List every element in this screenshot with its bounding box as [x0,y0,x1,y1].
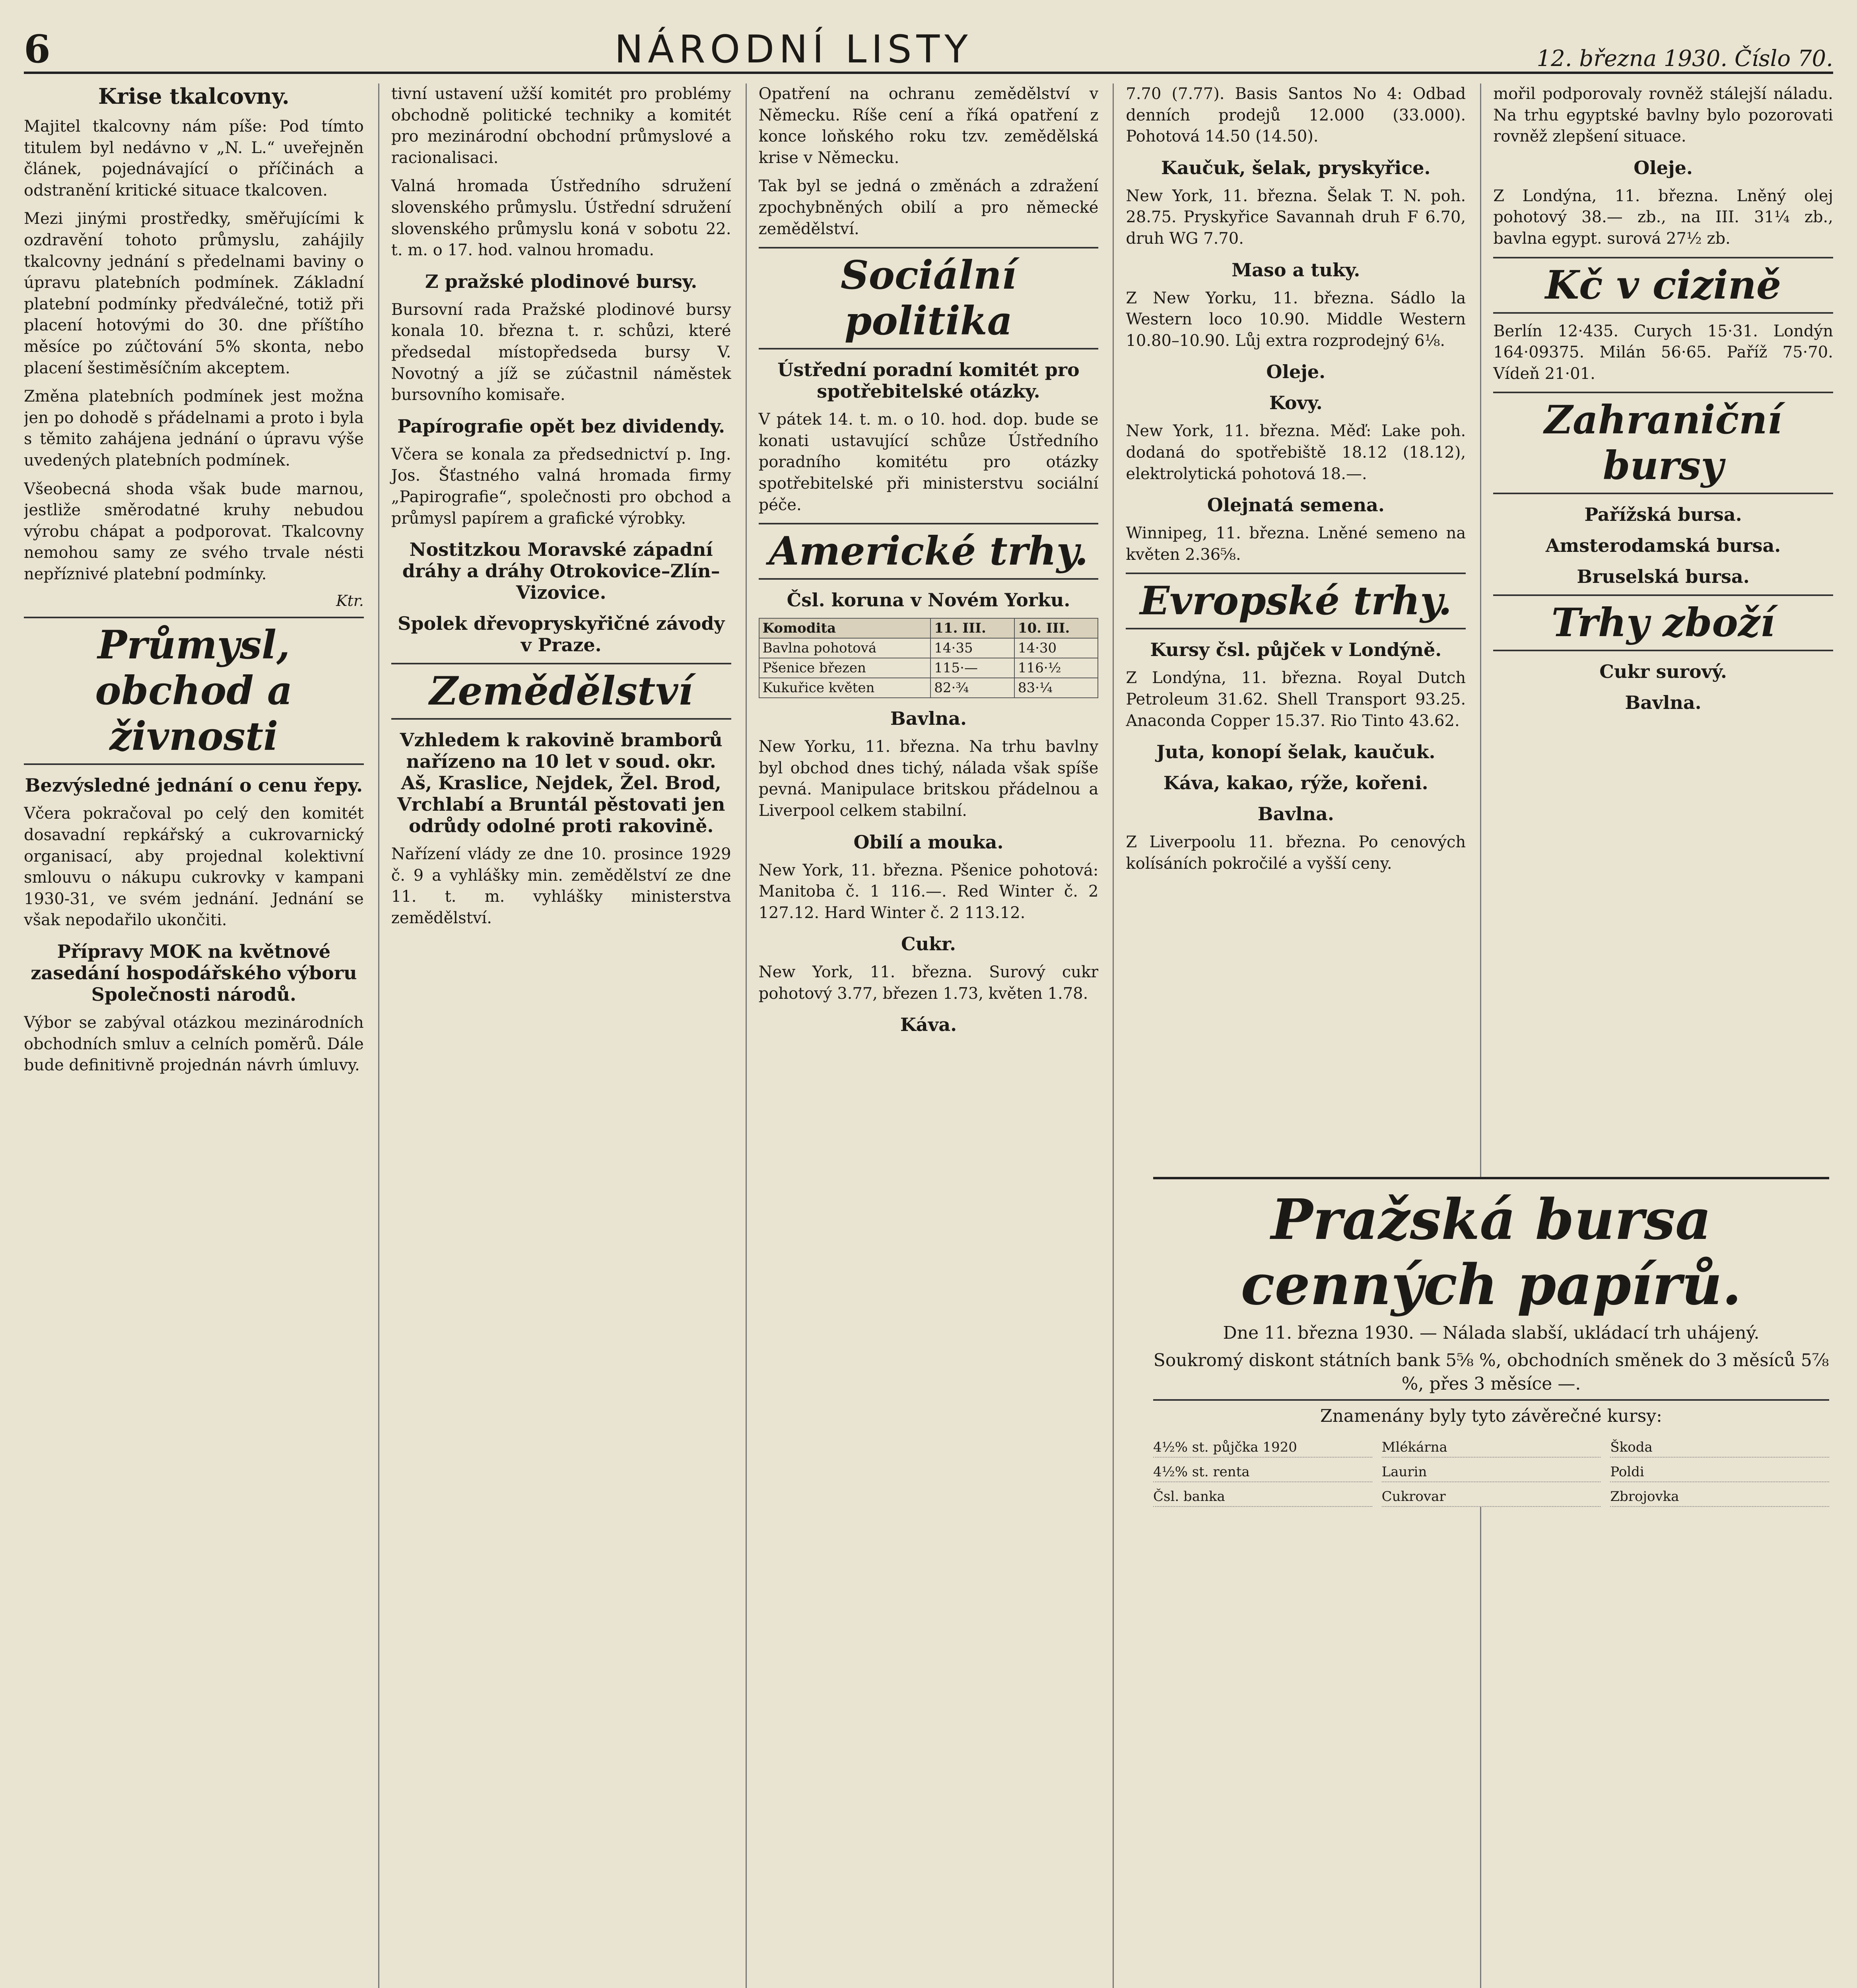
subheading: Cukr. [901,933,956,955]
table-header: 11. III. [930,618,1014,638]
article-paragraph: Všeobecná shoda však bude marnou, jestliže směrodatné kruhy nebudou výrobu chápat a podporovat. Tkalcovny nemohou samy ze svého trvale nésti nepříznivé platební podmínky. [24,480,364,583]
column-2 [378,83,731,1988]
paper-title: NÁRODNÍ LISTY [614,27,973,72]
article-paragraph: Mezi jinými prostředky, směřujícími k ozdravění tohoto průmyslu, zahájily tkalcovny jednání s předelnami baviny o úpravu platebních podmínek. Základní platební podmínky předválečné, totiž při placení hotovými do 30. dne příštího měsíce po zúčtování 5% skonta, nebo placení šestiměsíčním akceptem. [24,210,364,377]
prague-stock-exchange-panel [1153,1177,1829,1507]
bourse-title: Pražská bursa cenných papírů. [1241,1187,1742,1318]
subheading: Pařížská bursa. [1584,504,1742,526]
ticker-item: 4½% st. půjčka 1920 [1153,1438,1372,1458]
table-cell: Bavlna pohotová [759,638,931,658]
article-paragraph: Výbor se zabýval otázkou mezinárodních obchodních smluv a celních poměrů. Dále bude definitivně projednán návrh úmluvy. [24,1013,364,1075]
column-1 [24,83,364,1988]
subheading: Kovy. [1269,392,1323,414]
section-zemedelstvi: Zemědělství [391,663,731,720]
ticker-grid [1153,1438,1829,1507]
subheading: Bezvýsledné jednání o cenu řepy. [25,775,363,796]
ticker-item: Laurin [1382,1462,1601,1482]
subheading: Olejnatá semena. [1207,494,1385,516]
subheading: Oleje. [1634,157,1693,179]
table-cell: 14·35 [930,638,1014,658]
article-paragraph: Včera pokračoval po celý den komitét dosavadní repkářský a cukrovarnický organisací, aby projednal kolektivní smlouvu o nákupu cukrovky v kampani 1930-31, ve svém jednání. Jednání se však nepodařilo ukončiti. [24,804,364,930]
subheading: Káva, kakao, rýže, kořeni. [1163,772,1428,794]
subheading: Kursy čsl. půjček v Londýně. [1150,639,1442,661]
subheading: Přípravy MOK na květnové zasedání hospodářského výboru Společnosti národů. [31,941,357,1006]
article-paragraph: Změna platebních podmínek jest možna jen po dohodě s přádelnami a proto i byla s těmito zahájena jednání o úpravu výše uvedených platebních podmínek. [24,387,364,470]
subheading: Z pražské plodinové bursy. [425,270,697,292]
table-header: 10. III. [1014,618,1098,638]
article-intro: Majitel tkalcovny nám píše: Pod tímto titulem byl nedávno v „N. L.“ uveřejněn článek, pojednávající o příčinách a odstranění kritické situace tkalcoven. [24,117,364,200]
subheading: Bruselská bursa. [1577,566,1750,588]
article-paragraph: Berlín 12·435. Curych 15·31. Londýn 164·09375. Milán 56·65. Paříž 75·70. Vídeň 21·01. [1493,322,1833,383]
columns [24,83,1833,1988]
subheading: Vzhledem k rakovině bramborů nařízeno na 10 let v soud. okr. Aš, Kraslice, Nejdek, Žel. Brod, Vrchlabí a Bruntál pěstovati jen odrůdy odolné proti rakovině. [397,729,725,837]
article-paragraph: Včera se konala za předsednictví p. Ing. Jos. Šťastného valná hromada firmy „Papirografie“, společnosti pro obchod a průmysl papírem a grafické výrobky. [391,445,731,528]
bourse-ticker-header: Znamenány byly tyto závěrečné kursy: [1320,1406,1662,1426]
section-kc-v-cizine: Kč v cizině [1493,257,1833,314]
subheading: Ústřední poradní komitét pro spotřebitelské otázky. [777,359,1080,402]
article-paragraph: Winnipeg, 11. března. Lněné semeno na květen 2.36⅝. [1126,524,1466,564]
table-title: Čsl. koruna v Novém Yorku. [787,589,1070,611]
page-number: 6 [24,27,51,72]
subheading: Cukr surový. [1599,661,1727,683]
ticker-item: Cukrovar [1382,1487,1601,1507]
table-row [759,658,1098,678]
masthead [24,24,1833,74]
issue-date: 12. března 1930. Číslo 70. [1536,46,1833,72]
article-paragraph: Valná hromada Ústředního sdružení slovenského průmyslu. Ústřední sdružení slovenského průmyslu koná v sobotu 22. t. m. o 17. hod. valnou hromadu. [391,177,731,260]
article-paragraph: Bursovní rada Pražské plodinové bursy konala 10. března t. r. schůzi, které předsedal místopředseda bursy V. Novotný a jíž se zúčastnil náměstek bursovního komisaře. [391,300,731,404]
subheading: Maso a tuky. [1232,259,1360,281]
column-5 [1480,83,1833,1988]
subheading: Oleje. [1266,361,1326,383]
article-paragraph: New York, 11. března. Pšenice pohotová: Manitoba č. 1 116.—. Red Winter č. 2 127.12. Hard Winter č. 2 113.12. [758,861,1099,922]
subheading: Papírografie opět bez dividendy. [397,415,725,437]
article-paragraph: 7.70 (7.77). Basis Santos No 4: Odbad denních prodejů 12.000 (33.000). Pohotová 14.50 (14.50). [1126,85,1466,146]
article-paragraph: tivní ustavení užší komitét pro problémy obchodně politické techniky a komitét pro mezinárodní obchodní průmyslové a racionalisaci. [391,85,731,167]
section-evropske-trhy: Evropské trhy. [1126,573,1466,629]
article-paragraph: New York, 11. března. Surový cukr pohotový 3.77, březen 1.73, květen 1.78. [758,963,1099,1003]
subheading: Kaučuk, šelak, pryskyřice. [1161,157,1431,179]
subheading: Obilí a mouka. [853,831,1004,853]
subheading: Juta, konopí šelak, kaučuk. [1156,741,1435,763]
article-paragraph: Z Londýna, 11. března. Royal Dutch Petroleum 31.62. Shell Transport 93.25. Anaconda Copper 15.37. Rio Tinto 43.62. [1126,669,1466,730]
table-cell: 116·½ [1014,658,1098,678]
article-paragraph: New York, 11. března. Šelak T. N. poh. 28.75. Pryskyřice Savannah druh F 6.70, druh WG 7.70. [1126,186,1466,248]
bourse-discount: Soukromý diskont státních bank 5⅝ %, obchodních směnek do 3 měsíců 5⅞ %, přes 3 měsíce —. [1153,1350,1829,1394]
article-paragraph: mořil podporovaly rovněž stálejší náladu. Na trhu egyptské bavlny bylo pozorovati rovněž zlepšení situace. [1493,85,1833,146]
subheading: Bavlna. [1625,692,1702,714]
bourse-subtitle: Dne 11. března 1930. — Nálada slabší, ukládací trh uhájený. [1223,1323,1760,1343]
article-paragraph: V pátek 14. t. m. o 10. hod. dop. bude se konati ustavující schůze Ústředního poradního komitétu pro otázky spotřebitelské při ministerstvu sociální péče. [758,410,1099,514]
divider [1153,1399,1829,1401]
table-cell: 82·¾ [930,678,1014,698]
table-row [759,678,1098,698]
article-paragraph: Opatření na ochranu zemědělství v Německu. Ríše cení a říká opatření z konce loňského roku tzv. zemědělská krise v Německu. [758,85,1099,167]
article-paragraph: Z Londýna, 11. března. Lněný olej pohotový 38.— zb., na III. 31¼ zb., bavlna egypt. surová 27½ zb. [1493,186,1833,248]
subheading: Spolek dřevopryskyřičné závody v Praze. [398,613,725,656]
column-4 [1113,83,1466,1988]
article-signature: Ktr. [336,592,364,610]
article-paragraph: Z Liverpoolu 11. března. Po cenových kolísáních pokročilé a vyšší ceny. [1126,833,1466,873]
ticker-item: Čsl. banka [1153,1487,1372,1507]
article-paragraph: Z New Yorku, 11. března. Sádlo la Western loco 10.90. Middle Western 10.80–10.90. Lůj extra rozprodejný 6⅛. [1126,289,1466,350]
ticker-item: Poldi [1610,1462,1829,1482]
ticker-item: 4½% st. renta [1153,1462,1372,1482]
section-socialni-politika: Sociální politika [759,247,1099,349]
price-table [759,618,1099,698]
section-americke-trhy: Americké trhy. [759,523,1099,580]
table-cell: Kukuřice květen [759,678,931,698]
table-header: Komodita [759,618,931,638]
table-cell: 14·30 [1014,638,1098,658]
section-prumysl: Průmysl, obchod a živnosti [24,617,364,765]
subheading: Káva. [900,1014,957,1036]
ticker-item: Mlékárna [1382,1438,1601,1458]
section-trhy-zbozi: Trhy zboží [1493,594,1833,651]
table-cell: Pšenice březen [759,658,931,678]
table-cell: 83·¼ [1014,678,1098,698]
subheading: Bavlna. [890,708,967,730]
subheading: Amsterodamská bursa. [1545,535,1781,557]
article-paragraph: New York, 11. března. Měď: Lake poh. dodaná do spotřebiště 18.12 (18.12), elektrolytická pohotová 18.—. [1126,422,1466,483]
subheading: Nostitzkou Moravské západní dráhy a dráhy Otrokovice–Zlín–Vizovice. [402,539,720,604]
article-paragraph: New Yorku, 11. března. Na trhu bavlny byl obchod dnes tichý, nálada však spíše pevná. Manipulace britskou přádelnou a Liverpool celkem stabilní. [758,738,1099,820]
ticker-item: Zbrojovka [1610,1487,1829,1507]
article-paragraph: Nařízení vlády ze dne 10. prosince 1929 č. 9 a vyhlášky min. zemědělství ze dne 11. t. m. vyhlášky ministerstva zemědělství. [391,845,731,927]
column-3 [746,83,1099,1988]
subheading: Bavlna. [1257,803,1334,825]
section-zahranicni-bursy: Zahraniční bursy [1493,392,1833,494]
headline-krise: Krise tkalcovny. [98,83,289,109]
table-row [759,638,1098,658]
ticker-item: Škoda [1610,1438,1829,1458]
article-paragraph: Tak byl se jedná o změnách a zdražení zpochybněných obilí a pro německé zemědělství. [758,177,1099,238]
table-cell: 115·— [930,658,1014,678]
